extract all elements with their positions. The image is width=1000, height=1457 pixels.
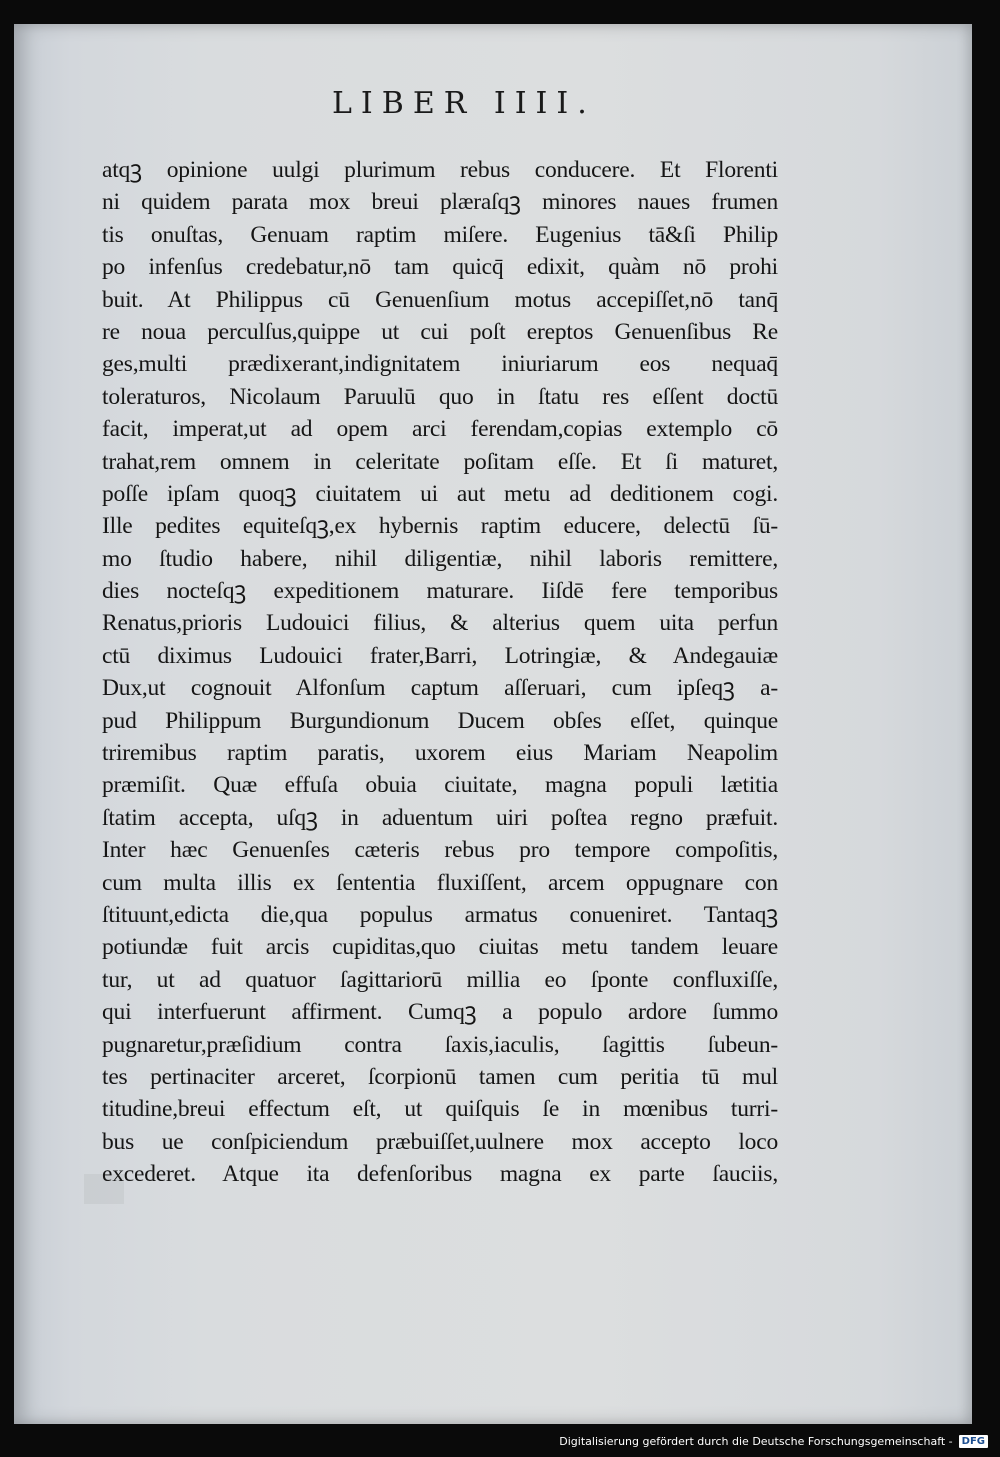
text-line: toleraturos, Nicolaum Paruulū quo in ſtatu res eſſent doctū	[102, 383, 778, 410]
text-line: po infenſus credebatur,nō tam quicq̄ edixit, quàm nō prohi	[102, 254, 778, 281]
text-line: buit. At Philippus cū Genuenſium motus accepiſſet,nō tanq̄	[102, 286, 778, 313]
text-line: tur, ut ad quatuor ſagittariorū millia eo ſponte confluxiſſe,	[102, 966, 778, 993]
text-line: re noua perculſus,quippe ut cui poſt ereptos Genuenſibus Re	[102, 318, 778, 345]
text-line: cum multa illis ex ſententia fluxiſſent, arcem oppugnare con	[102, 869, 778, 896]
book-page	[14, 24, 972, 1424]
text-line: triremibus raptim paratis, uxorem eius Mariam Neapolim	[102, 740, 778, 767]
text-line: mo ſtudio habere, nihil diligentiæ, nihil laboris remittere,	[102, 545, 778, 572]
text-line: Ille pedites equiteſqꝫ,ex hybernis raptim educere, delectū ſū-	[102, 513, 778, 540]
text-line: excederet. Atque ita defenſoribus magna ex parte ſauciis,	[102, 1161, 778, 1188]
text-line: pugnaretur,præſidium contra ſaxis,iaculis, ſagittis ſubeun-	[102, 1031, 778, 1058]
text-line: Renatus,prioris Ludouici filius, & alterius quem uita perfun	[102, 610, 778, 637]
dfg-logo-icon: DFG	[959, 1435, 988, 1448]
text-line: præmiſit. Quæ effuſa obuia ciuitate, magna populi lætitia	[102, 772, 778, 799]
text-line: tis onuſtas, Genuam raptim miſere. Eugenius tā&ſi Philip	[102, 221, 778, 248]
body-text	[102, 154, 778, 1191]
text-line: dies nocteſqꝫ expeditionem maturare. Iiſdē fere temporibus	[102, 578, 778, 605]
text-line: qui interfuerunt affirment. Cumqꝫ a populo ardore ſummo	[102, 999, 778, 1026]
credit-text: Digitalisierung gefördert durch die Deutsche Forschungsgemeinschaft -	[559, 1434, 953, 1448]
digitization-credit	[559, 1433, 988, 1449]
text-line: ctū diximus Ludouici frater,Barri, Lotringiæ, & Andegauiæ	[102, 642, 778, 669]
text-line: titudine,breui effectum eſt, ut quiſquis ſe in mœnibus turri-	[102, 1096, 778, 1123]
text-line: Inter hæc Genuenſes cæteris rebus pro tempore compoſitis,	[102, 837, 778, 864]
text-line: tes pertinaciter arceret, ſcorpionū tamen cum peritia tū mul	[102, 1063, 778, 1090]
text-line: potiundæ fuit arcis cupiditas,quo ciuitas metu tandem leuare	[102, 934, 778, 961]
text-line: pud Philippum Burgundionum Ducem obſes eſſet, quinque	[102, 707, 778, 734]
text-line: poſſe ipſam quoqꝫ ciuitatem ui aut metu ad deditionem cogi.	[102, 480, 778, 507]
text-line: ſtituunt,edicta die,qua populus armatus conueniret. Tantaqꝫ	[102, 901, 778, 928]
text-line: atqꝫ opinione uulgi plurimum rebus conducere. Et Florenti	[102, 157, 778, 183]
text-line: trahat,rem omnem in celeritate poſitam eſſe. Et ſi maturet,	[102, 448, 778, 475]
text-line: ni quidem parata mox breui plæraſqꝫ minores naues frumen	[102, 189, 778, 216]
show-through-mark	[84, 1174, 124, 1204]
text-line: bus ue conſpiciendum præbuiſſet,uulnere mox accepto loco	[102, 1128, 778, 1155]
running-header: LIBER IIII.	[332, 86, 596, 121]
text-line: ſtatim accepta, uſqꝫ in aduentum uiri poſtea regno præfuit.	[102, 804, 778, 831]
text-line: facit, imperat,ut ad opem arci ferendam,copias extemplo cō	[102, 416, 778, 443]
text-line: ges,multi prædixerant,indignitatem iniuriarum eos nequaq̄	[102, 351, 778, 378]
text-line: Dux,ut cognouit Alfonſum captum aſſeruari, cum ipſeqꝫ a-	[102, 675, 778, 702]
